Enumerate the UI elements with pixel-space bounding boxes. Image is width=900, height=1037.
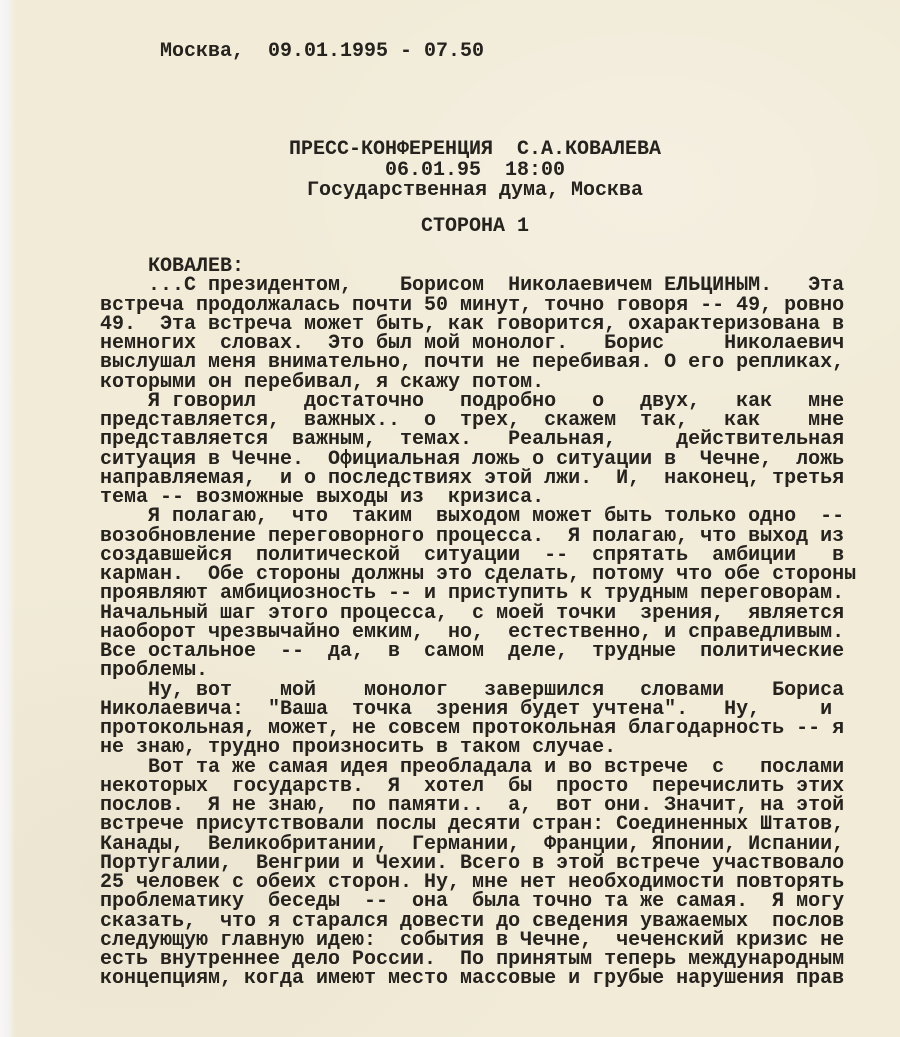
transcript-line: встрече присутствовали послы десяти стран: Соединенных Штатов,	[100, 813, 845, 837]
transcript-line: возобновление переговорного процесса. Я полагаю, что выход из	[100, 524, 845, 548]
transcript-line: Ну, вот мой монолог завершился словами Бориса	[100, 678, 845, 702]
transcript-line: концепциям, когда имеют место массовые и грубые нарушения прав	[100, 967, 845, 991]
transcript-line: Вот та же самая идея преобладала и во встрече с послами	[100, 755, 845, 779]
press-conference-title: ПРЕСС-КОНФЕРЕНЦИЯ С.А.КОВАЛЕВА	[288, 138, 662, 161]
title-location: Государственная дума, Москва	[306, 179, 644, 203]
transcript-line: карман. Обе стороны должны это сделать, потому что обе стороны	[100, 563, 857, 586]
transcript-line: протокольная, может, не совсем протокольная благодарность -- я	[100, 717, 845, 740]
transcript-line: Я говорил достаточно подробно о двух, как мне	[100, 389, 845, 413]
transcript-line: ситуация в Чечне. Официальная ложь о ситуации в Чечне, ложь	[100, 447, 845, 471]
transcript-line: которыми он перебивал, я скажу потом.	[100, 370, 545, 394]
transcript-line: Канады, Великобритании, Германии, Франции, Японии, Испании,	[100, 832, 845, 856]
transcript-line: немногих словах. Это был мой монолог. Борис Николаевич	[100, 332, 845, 355]
transcript-line: тема -- возможные выходы из кризиса.	[100, 486, 545, 509]
title-block	[100, 140, 850, 202]
transcript-line: не знаю, трудно произносить в таком случае.	[100, 736, 617, 760]
transcript-line: некоторых государств. Я хотел бы просто перечислить этих	[100, 774, 845, 798]
transcript-line: представляется важным, темах. Реальная, действительная	[100, 428, 845, 452]
transcript-line: Португалии, Венгрии и Чехии. Всего в этой встрече участвовало	[100, 851, 845, 875]
transcript-line: Николаевича: "Ваша точка зрения будет учтена". Ну, и	[100, 697, 833, 721]
transcript-line: наоборот чрезвычайно емким, но, естественно, и справедливым.	[100, 620, 845, 644]
title-date-time: 06.01.95 18:00	[384, 158, 566, 182]
transcript-line: выслушал меня внимательно, почти не перебивая. О его репликах,	[100, 351, 845, 375]
transcript-line: 49. Эта встреча может быть, как говорится, охарактеризована в	[100, 312, 845, 336]
side-heading: СТОРОНА 1	[420, 215, 530, 238]
transcript-line: встреча продолжалась почти 50 минут, точно говоря -- 49, ровно	[100, 293, 845, 317]
transcript-line: послов. Я не знаю, по памяти.. а, вот они. Значит, на этой	[100, 794, 845, 817]
transcript-line: Начальный шаг этого процесса, с моей точки зрения, является	[100, 601, 845, 625]
transcript-line: Все остальное -- да, в самом деле, трудные политические	[100, 640, 845, 663]
scan-edge-left	[0, 0, 15, 1037]
transcript-line: 25 человек с обеих сторон. Ну, мне нет необходимости повторять	[100, 871, 845, 894]
transcript-line: проявляют амбициозность -- и приступить к трудным переговорам.	[100, 582, 845, 606]
transcript	[100, 257, 880, 989]
dateline: Москва, 09.01.1995 - 07.50	[160, 40, 485, 63]
transcript-line: проблемы.	[100, 659, 209, 683]
transcript-line: создавшейся политической ситуации -- спрятать амбиции в	[100, 543, 845, 567]
transcript-line: представляется, важных.. о трех, скажем так, как мне	[100, 409, 845, 432]
transcript-line: проблематику беседы -- она была точно та же самая. Я могу	[100, 890, 845, 914]
transcript-line: КОВАЛЕВ:	[100, 255, 245, 278]
transcript-line: сказать, что я старался довести до сведения уважаемых послов	[100, 909, 845, 933]
transcript-line: следующую главную идею: события в Чечне, чеченский кризис не	[100, 928, 845, 952]
transcript-line: есть внутреннее дело России. По принятым теперь международным	[100, 948, 845, 971]
transcript-line: ...С президентом, Борисом Николаевичем ЕЛЬЦИНЫМ. Эта	[100, 274, 845, 298]
transcript-line: направляемая, и о последствиях этой лжи. И, наконец, третья	[100, 466, 845, 490]
transcript-line: Я полагаю, что таким выходом может быть только одно --	[100, 505, 845, 529]
